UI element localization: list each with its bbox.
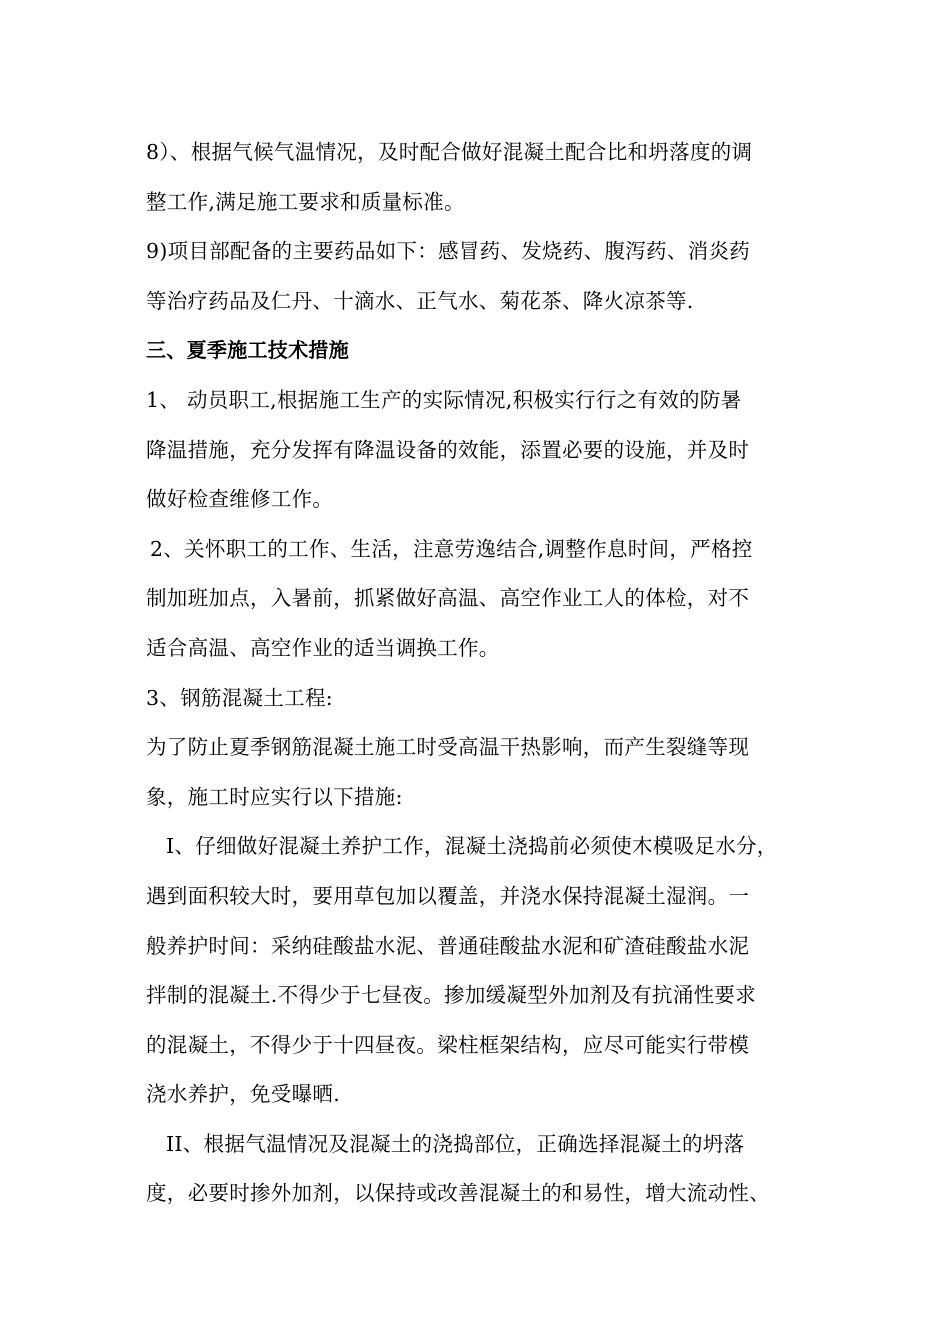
paragraph-line: 整工作,满足施工要求和质量标准。	[146, 189, 465, 214]
document-body	[146, 128, 826, 1219]
paragraph-line: 拌制的混凝土.不得少于七昼夜。掺加缓凝型外加剂及有抗涌性要求	[146, 983, 757, 1008]
paragraph-line: 为了防止夏季钢筋混凝土施工时受高温干热影响，而产生裂缝等现	[146, 735, 750, 760]
paragraph-line: 般养护时间：采纳硅酸盐水泥、普通硅酸盐水泥和矿渣硅酸盐水泥	[146, 933, 750, 958]
paragraph-line: 2、关怀职工的工作、生活，注意劳逸结合,调整作息时间，严格控	[150, 536, 753, 561]
section-heading: 三、夏季施工技术措施	[146, 338, 349, 363]
paragraph-line: II、根据气温情况及混凝土的浇捣部位，正确选择混凝土的坍落	[166, 1131, 745, 1156]
paragraph-line: 遇到面积较大时，要用草包加以覆盖，并浇水保持混凝土湿润。一	[146, 883, 750, 908]
paragraph-line: 1、 动员职工,根据施工生产的实际情况,积极实行行之有效的防暑	[146, 387, 742, 412]
paragraph-line: 制加班加点，入暑前，抓紧做好高温、高空作业工人的体检，对不	[146, 586, 750, 611]
paragraph-line: 做好检查维修工作。	[146, 487, 334, 512]
paragraph-line: 9)项目部配备的主要药品如下：感冒药、发烧药、腹泻药、消炎药	[146, 239, 751, 264]
paragraph-line: 等治疗药品及仁丹、十滴水、正气水、菊花茶、降火凉茶等.	[146, 288, 694, 313]
paragraph-line: 适合高温、高空作业的适当调换工作。	[146, 635, 500, 660]
paragraph-line: 降温措施，充分发挥有降温设备的效能，添置必要的设施，并及时	[146, 437, 750, 462]
paragraph-line: 象，施工时应实行以下措施:	[146, 784, 403, 809]
paragraph-line: 浇水养护，免受曝晒.	[146, 1082, 341, 1107]
paragraph-line: 的混凝土，不得少于十四昼夜。梁柱框架结构，应尽可能实行带模	[146, 1032, 750, 1057]
paragraph-line: 8）、根据气候气温情况，及时配合做好混凝土配合比和坍落度的调	[146, 140, 753, 164]
paragraph-line: 3、钢筋混凝土工程:	[146, 685, 333, 710]
paragraph-line: 度，必要时掺外加剂，以保持或改善混凝土的和易性，增大流动性、	[146, 1181, 770, 1206]
paragraph-line: I、仔细做好混凝土养护工作，混凝土浇捣前必须使木模吸足水分，	[166, 834, 778, 859]
